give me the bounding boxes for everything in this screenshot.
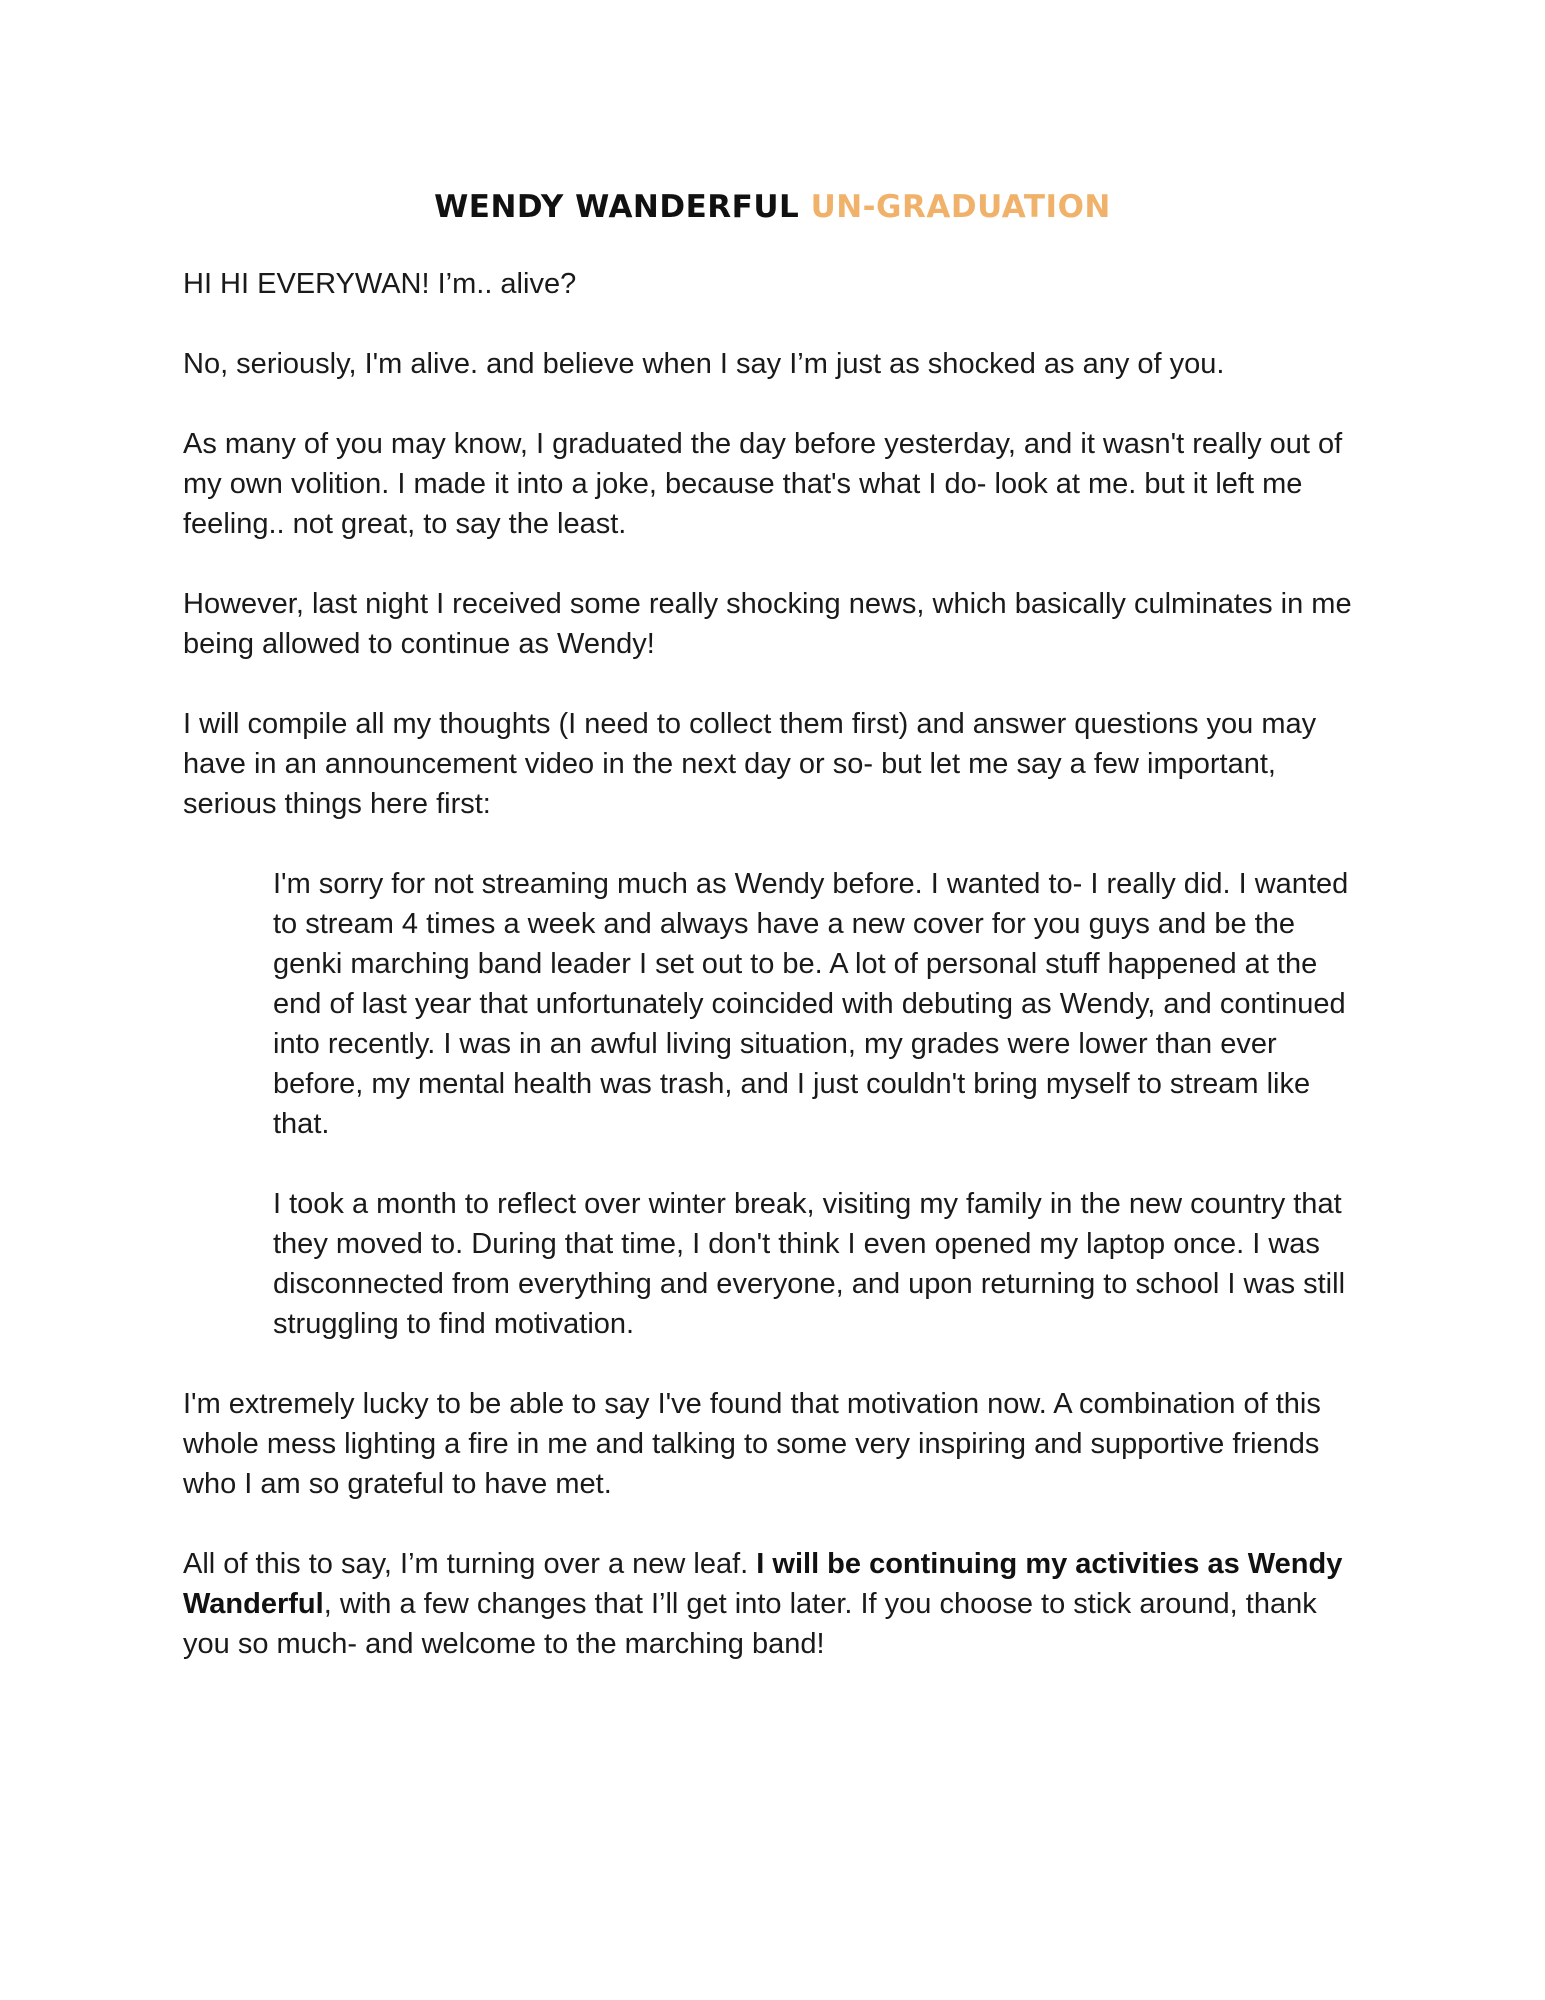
paragraph-motivation: I'm extremely lucky to be able to say I've found that motivation now. A combination of this whole mess lighting a fire in me and talking to some very inspiring and supportive friends who I am so grateful to have met. <box>183 1388 1321 1500</box>
paragraph-greeting: HI HI EVERYWAN! I’m.. alive? <box>183 268 577 300</box>
conclusion-text-after: , with a few changes that I’ll get into later. If you choose to stick around, thank you so much- and welcome to the marching band! <box>183 1588 1317 1660</box>
conclusion-bold-text: I will be continuing my activities as Wendy Wanderful <box>183 1548 1343 1620</box>
paragraph-compile: I will compile all my thoughts (I need to collect them first) and answer questions you may have in an announcement video in the next day or so- but let me say a few important, serious things here first: <box>183 708 1317 820</box>
document-title <box>0 182 1545 232</box>
document-body <box>183 264 1363 1704</box>
paragraph-news: However, last night I received some really shocking news, which basically culminates in me being allowed to continue as Wendy! <box>183 588 1352 660</box>
title-accent: UN-GRADUATION <box>810 189 1111 225</box>
paragraph-graduated: As many of you may know, I graduated the day before yesterday, and it wasn't really out of my own volition. I made it into a joke, because that's what I do- look at me. but it left me feeling.. not great, to say the least. <box>183 428 1343 540</box>
paragraph-conclusion <box>183 1544 1363 1664</box>
paragraph-alive: No, seriously, I'm alive. and believe when I say I’m just as shocked as any of you. <box>183 348 1225 380</box>
indented-paragraph-reflect: I took a month to reflect over winter break, visiting my family in the new country that they moved to. During that time, I don't think I even opened my laptop once. I was disconnected from everything and everyone, and upon returning to school I was still struggling to find motivation. <box>273 1188 1346 1340</box>
conclusion-text-before: All of this to say, I’m turning over a new leaf. <box>183 1548 757 1580</box>
indented-paragraph-sorry: I'm sorry for not streaming much as Wendy before. I wanted to- I really did. I wanted to stream 4 times a week and always have a new cover for you guys and be the genki marching band leader I set out to be. A lot of personal stuff happened at the end of last year that unfortunately coincided with debuting as Wendy, and continued into recently. I was in an awful living situation, my grades were lower than ever before, my mental health was trash, and I just couldn't bring myself to stream like that. <box>273 868 1349 1140</box>
title-main: WENDY WANDERFUL <box>434 189 800 225</box>
